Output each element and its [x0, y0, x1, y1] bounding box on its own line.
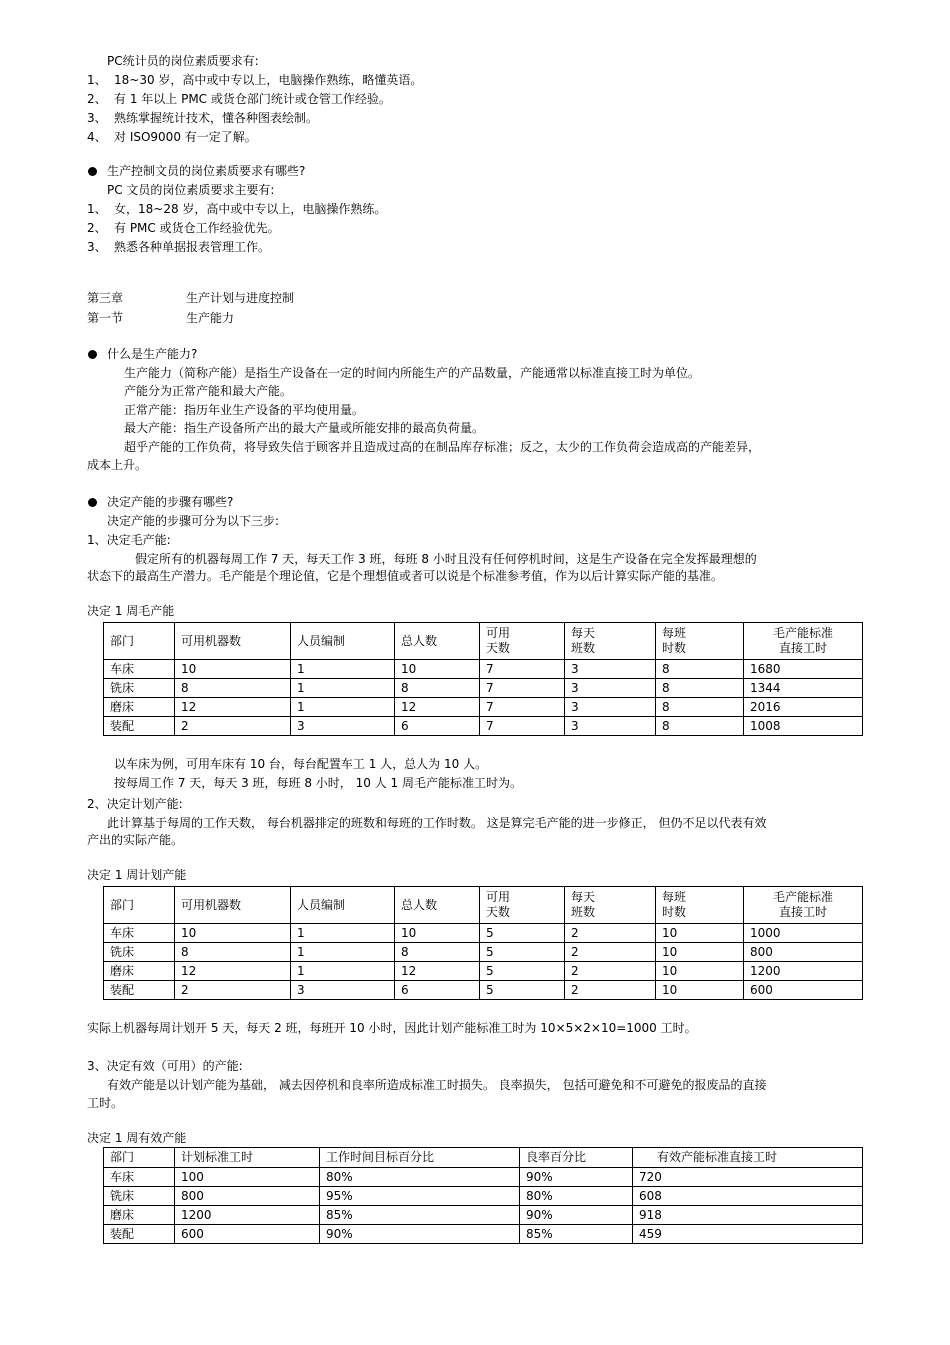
table-header: 每班 时数 — [656, 887, 744, 924]
table-cell: 720 — [633, 1168, 863, 1187]
table-cell: 3 — [565, 698, 656, 717]
table-cell: 10 — [656, 924, 744, 943]
table-cell: 1 — [291, 943, 395, 962]
list-item: 对 ISO9000 有一定了解。 — [114, 130, 257, 144]
table-header: 良率百分比 — [520, 1148, 633, 1168]
table-cell: 5 — [480, 924, 565, 943]
table-cell: 95% — [320, 1187, 520, 1206]
table-cell: 装配 — [104, 1225, 175, 1244]
table-header: 每班 时数 — [656, 623, 744, 660]
list-number: 2、 — [87, 221, 107, 235]
table-cell: 8 — [656, 717, 744, 736]
table-cell: 1 — [291, 660, 395, 679]
table-cell: 10 — [395, 924, 480, 943]
list-item: 女，18~28 岁，高中或中专以上，电脑操作熟练。 — [114, 202, 387, 216]
table-cell: 装配 — [104, 717, 175, 736]
table-cell: 80% — [320, 1168, 520, 1187]
table-cell: 800 — [175, 1187, 320, 1206]
list-number: 3、 — [87, 240, 107, 254]
table-header: 人员编制 — [291, 623, 395, 660]
table-cell: 3 — [565, 679, 656, 698]
table-header: 总人数 — [395, 887, 480, 924]
table-cell: 12 — [395, 698, 480, 717]
table-row — [104, 962, 863, 981]
step-heading: 1、决定毛产能: — [87, 533, 171, 547]
table-cell: 1200 — [744, 962, 863, 981]
table-cell: 铣床 — [104, 943, 175, 962]
list-item: 有 PMC 或货仓工作经验优先。 — [114, 221, 280, 235]
table-cell: 10 — [175, 660, 291, 679]
paragraph-line: 最大产能：指生产设备所产出的最大产量或所能安排的最高负荷量。 — [124, 421, 485, 435]
list-number: 4、 — [87, 130, 107, 144]
table-cell: 90% — [520, 1168, 633, 1187]
list-number: 3、 — [87, 111, 107, 125]
table-header: 可用 天数 — [480, 623, 565, 660]
table-cell: 1 — [291, 924, 395, 943]
table-cell: 2 — [565, 943, 656, 962]
table-cell: 8 — [656, 679, 744, 698]
table-cell: 1008 — [744, 717, 863, 736]
table-cell: 608 — [633, 1187, 863, 1206]
table-header: 计划标准工时 — [175, 1148, 320, 1168]
table-header: 部门 — [104, 887, 175, 924]
table-cell: 7 — [480, 698, 565, 717]
list-item: 熟悉各种单据报表管理工作。 — [114, 240, 271, 254]
example-note: 按每周工作 7 天，每天 3 班，每班 8 小时， 10 人 1 周毛产能标准工时为。 — [114, 776, 522, 790]
table-cell: 918 — [633, 1206, 863, 1225]
table-cell: 1 — [291, 962, 395, 981]
table-cell: 车床 — [104, 924, 175, 943]
table-title: 决定 1 周毛产能 — [87, 604, 175, 618]
table-row — [104, 1187, 863, 1206]
table-header-row — [104, 887, 863, 924]
table-cell: 1344 — [744, 679, 863, 698]
list-number: 2、 — [87, 92, 107, 106]
bullet-icon — [88, 350, 97, 359]
table-header: 人员编制 — [291, 887, 395, 924]
chapter-label: 第三章 — [87, 291, 124, 305]
question-heading: 什么是生产能力? — [107, 347, 198, 361]
table-header: 可用机器数 — [175, 623, 291, 660]
table-cell: 1200 — [175, 1206, 320, 1225]
table-cell: 铣床 — [104, 1187, 175, 1206]
table-header-row — [104, 1148, 863, 1168]
paragraph-line: 工时。 — [87, 1096, 124, 1110]
table-cell: 2 — [175, 717, 291, 736]
table-header: 每天 班数 — [565, 887, 656, 924]
table-cell: 1000 — [744, 924, 863, 943]
step-heading: 3、决定有效（可用）的产能: — [87, 1059, 243, 1073]
table-row — [104, 1225, 863, 1244]
table-header: 有效产能标准直接工时 — [633, 1148, 863, 1168]
table-row — [104, 943, 863, 962]
table-cell: 80% — [520, 1187, 633, 1206]
table-cell: 12 — [175, 962, 291, 981]
table-cell: 5 — [480, 962, 565, 981]
list-number: 1、 — [87, 202, 107, 216]
table-cell: 7 — [480, 679, 565, 698]
bullet-icon — [88, 498, 97, 507]
table-cell: 600 — [744, 981, 863, 1000]
question-heading: 决定产能的步骤有哪些? — [107, 495, 234, 509]
paragraph-line: 产出的实际产能。 — [87, 833, 184, 847]
table-cell: 车床 — [104, 660, 175, 679]
table-header: 可用机器数 — [175, 887, 291, 924]
table-cell: 3 — [565, 717, 656, 736]
table-cell: 2 — [565, 981, 656, 1000]
table-cell: 8 — [395, 679, 480, 698]
table-header: 毛产能标准 直接工时 — [744, 887, 863, 924]
table-cell: 90% — [520, 1206, 633, 1225]
table-row — [104, 660, 863, 679]
table-cell: 85% — [520, 1225, 633, 1244]
table-header: 部门 — [104, 623, 175, 660]
table-cell: 8 — [175, 679, 291, 698]
table-header: 每天 班数 — [565, 623, 656, 660]
table-cell: 磨床 — [104, 698, 175, 717]
chapter-title: 生产计划与进度控制 — [186, 291, 295, 305]
table-cell: 2 — [175, 981, 291, 1000]
steps-intro: 决定产能的步骤可分为以下三步: — [107, 514, 280, 528]
table-cell: 5 — [480, 981, 565, 1000]
bullet-icon — [88, 167, 97, 176]
table-cell: 600 — [175, 1225, 320, 1244]
table-cell: 磨床 — [104, 962, 175, 981]
section-title: 生产能力 — [186, 311, 235, 325]
table-row — [104, 717, 863, 736]
list-item: 熟练掌握统计技术，懂各种图表绘制。 — [114, 111, 319, 125]
table-cell: 85% — [320, 1206, 520, 1225]
paragraph-line: 此计算基于每周的工作天数， 每台机器排定的班数和每班的工作时数。 这是算完毛产能的进一步修正， 但仍不足以代表有效 — [107, 816, 767, 830]
table-cell: 10 — [656, 943, 744, 962]
pc-clerk-intro: PC 文员的岗位素质要求主要有: — [107, 183, 275, 197]
table-cell: 车床 — [104, 1168, 175, 1187]
paragraph-line: 有效产能是以计划产能为基础， 减去因停机和良率所造成标准工时损失。 良率损失， 包括可避免和不可避免的报废品的直接 — [107, 1078, 767, 1092]
list-number: 1、 — [87, 73, 107, 87]
table-cell: 2 — [565, 962, 656, 981]
paragraph-line: 超乎产能的工作负荷，将导致失信于顾客并且造成过高的在制品库存标准；反之，太少的工作负荷会造成高的产能差异， — [124, 440, 761, 454]
paragraph-line: 状态下的最高生产潜力。毛产能是个理论值，它是个理想值或者可以说是个标准参考值，作为以后计算实际产能的基准。 — [87, 569, 724, 583]
table-cell: 90% — [320, 1225, 520, 1244]
list-item: 18~30 岁，高中或中专以上，电脑操作熟练，略懂英语。 — [114, 73, 423, 87]
step-heading: 2、决定计划产能: — [87, 797, 183, 811]
table-cell: 3 — [565, 660, 656, 679]
table-header: 部门 — [104, 1148, 175, 1168]
table-row — [104, 698, 863, 717]
table-header: 工作时间目标百分比 — [320, 1148, 520, 1168]
table-cell: 2 — [565, 924, 656, 943]
table-row — [104, 924, 863, 943]
table-cell: 5 — [480, 943, 565, 962]
table-cell: 6 — [395, 981, 480, 1000]
table-cell: 铣床 — [104, 679, 175, 698]
table-cell: 10 — [395, 660, 480, 679]
table-row — [104, 981, 863, 1000]
table-cell: 100 — [175, 1168, 320, 1187]
table-cell: 8 — [656, 698, 744, 717]
effective-capacity-table — [103, 1147, 863, 1244]
table-cell: 装配 — [104, 981, 175, 1000]
table-cell: 8 — [656, 660, 744, 679]
table-header: 总人数 — [395, 623, 480, 660]
table-cell: 1 — [291, 679, 395, 698]
table-row — [104, 679, 863, 698]
table-cell: 2016 — [744, 698, 863, 717]
table-cell: 12 — [175, 698, 291, 717]
table-header: 毛产能标准 直接工时 — [744, 623, 863, 660]
table-cell: 6 — [395, 717, 480, 736]
table-cell: 10 — [175, 924, 291, 943]
table-cell: 磨床 — [104, 1206, 175, 1225]
paragraph-line: 假定所有的机器每周工作 7 天，每天工作 3 班，每班 8 小时且没有任何停机时间，这是生产设备在完全发挥最理想的 — [135, 552, 757, 566]
table-header-row — [104, 623, 863, 660]
planned-capacity-table — [103, 886, 863, 1000]
table-cell: 459 — [633, 1225, 863, 1244]
question-heading: 生产控制文员的岗位素质要求有哪些? — [107, 164, 306, 178]
table-row — [104, 1168, 863, 1187]
table-cell: 8 — [395, 943, 480, 962]
paragraph-line: 产能分为正常产能和最大产能。 — [124, 384, 293, 398]
table-cell: 7 — [480, 660, 565, 679]
example-note: 以车床为例，可用车床有 10 台，每台配置车工 1 人，总人为 10 人。 — [114, 757, 488, 771]
table-cell: 1680 — [744, 660, 863, 679]
table-cell: 10 — [656, 962, 744, 981]
table-cell: 1 — [291, 698, 395, 717]
section-label: 第一节 — [87, 311, 124, 325]
table-header: 可用 天数 — [480, 887, 565, 924]
table-cell: 7 — [480, 717, 565, 736]
table-cell: 3 — [291, 717, 395, 736]
table-cell: 3 — [291, 981, 395, 1000]
planned-note: 实际上机器每周计划开 5 天，每天 2 班，每班开 10 小时，因此计划产能标准工时为 10×5×2×10=1000 工时。 — [87, 1021, 697, 1035]
table-row — [104, 1206, 863, 1225]
table-cell: 12 — [395, 962, 480, 981]
list-item: 有 1 年以上 PMC 或货仓部门统计或仓管工作经验。 — [114, 92, 391, 106]
table-title: 决定 1 周有效产能 — [87, 1131, 187, 1145]
pc-stat-intro: PC统计员的岗位素质要求有: — [107, 54, 259, 68]
table-title: 决定 1 周计划产能 — [87, 868, 187, 882]
paragraph-line: 成本上升。 — [87, 458, 148, 472]
paragraph-line: 生产能力（简称产能）是指生产设备在一定的时间内所能生产的产品数量，产能通常以标准直接工时为单位。 — [124, 366, 701, 380]
table-cell: 10 — [656, 981, 744, 1000]
paragraph-line: 正常产能：指历年业生产设备的平均使用量。 — [124, 403, 365, 417]
table-cell: 8 — [175, 943, 291, 962]
gross-capacity-table — [103, 622, 863, 736]
table-cell: 800 — [744, 943, 863, 962]
